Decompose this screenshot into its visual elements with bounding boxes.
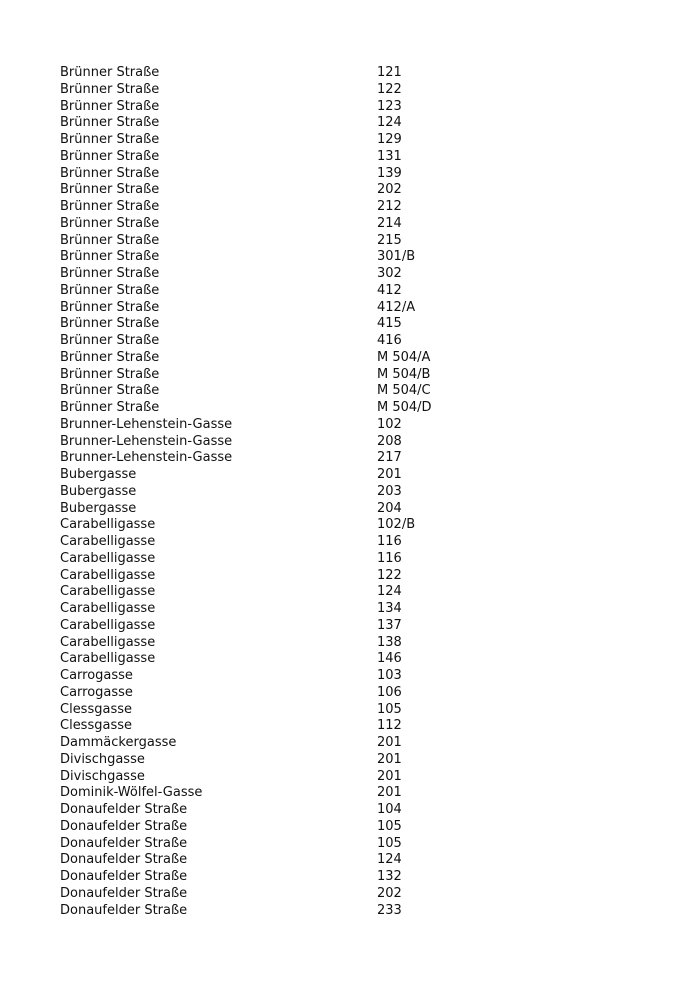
house-number: 122 <box>377 567 402 583</box>
street-name: Brünner Straße <box>60 115 160 131</box>
house-number: 217 <box>377 450 402 466</box>
house-number: 124 <box>377 584 402 600</box>
house-number: M 504/C <box>377 383 431 399</box>
street-name: Donaufelder Straße <box>60 818 188 834</box>
street-name: Brunner-Lehenstein-Gasse <box>60 416 233 432</box>
street-name: Carabelligasse <box>60 567 156 583</box>
street-name: Brunner-Lehenstein-Gasse <box>60 433 233 449</box>
house-number: 412/A <box>377 299 416 315</box>
house-number: 212 <box>377 199 402 214</box>
list-item <box>60 501 660 518</box>
street-name: Brünner Straße <box>60 349 160 365</box>
street-name: Brünner Straße <box>60 98 160 114</box>
street-name: Carabelligasse <box>60 601 156 616</box>
house-number: M 504/A <box>377 349 431 365</box>
street-name: Carabelligasse <box>60 517 156 533</box>
street-name: Donaufelder Straße <box>60 852 188 868</box>
house-number: 301/B <box>377 249 416 265</box>
list-item <box>60 752 660 769</box>
house-number: 103 <box>377 668 402 683</box>
street-name: Carabelligasse <box>60 634 156 650</box>
house-number: 132 <box>377 869 402 884</box>
list-item <box>60 367 660 384</box>
house-number: 138 <box>377 634 402 650</box>
list-item <box>60 333 660 350</box>
street-name: Brünner Straße <box>60 232 160 248</box>
house-number: 203 <box>377 483 402 499</box>
street-name: Brünner Straße <box>60 132 160 147</box>
street-name: Carrogasse <box>60 684 133 700</box>
house-number: 102 <box>377 416 402 432</box>
house-number: 122 <box>377 81 402 97</box>
street-name: Donaufelder Straße <box>60 835 188 851</box>
list-item <box>60 635 660 652</box>
list-item <box>60 718 660 735</box>
street-name: Bubergasse <box>60 500 137 516</box>
house-number: 201 <box>377 735 402 750</box>
house-number: M 504/D <box>377 400 432 415</box>
house-number: 201 <box>377 751 402 767</box>
list-item <box>60 316 660 333</box>
street-name: Donaufelder Straße <box>60 802 188 817</box>
street-name: Brünner Straße <box>60 81 160 97</box>
house-number: 123 <box>377 98 402 114</box>
list-item <box>60 400 660 417</box>
house-number: 102/B <box>377 517 416 533</box>
list-item <box>60 383 660 400</box>
list-item <box>60 551 660 568</box>
house-number: 416 <box>377 333 402 348</box>
list-item <box>60 283 660 300</box>
list-item <box>60 685 660 702</box>
list-item <box>60 802 660 819</box>
house-number: 215 <box>377 232 402 248</box>
house-number: 104 <box>377 802 402 817</box>
list-item <box>60 769 660 786</box>
house-number: 116 <box>377 550 402 566</box>
list-item <box>60 417 660 434</box>
list-item <box>60 149 660 166</box>
list-item <box>60 886 660 903</box>
list-item <box>60 434 660 451</box>
house-number: 116 <box>377 534 402 549</box>
house-number: 233 <box>377 902 402 918</box>
list-item <box>60 99 660 116</box>
list-item <box>60 350 660 367</box>
street-name: Brünner Straße <box>60 299 160 315</box>
list-item <box>60 517 660 534</box>
house-number: 201 <box>377 768 402 784</box>
street-name: Brünner Straße <box>60 165 160 181</box>
list-item <box>60 584 660 601</box>
street-name: Brünner Straße <box>60 316 160 332</box>
street-name: Donaufelder Straße <box>60 902 188 918</box>
street-name: Divischgasse <box>60 768 145 784</box>
house-number: 202 <box>377 885 402 901</box>
street-name: Brunner-Lehenstein-Gasse <box>60 450 233 466</box>
street-name: Bubergasse <box>60 483 137 499</box>
list-item <box>60 568 660 585</box>
house-number: 202 <box>377 182 402 198</box>
house-number: 124 <box>377 115 402 131</box>
list-item <box>60 233 660 250</box>
street-name: Divischgasse <box>60 751 145 767</box>
house-number: 137 <box>377 617 402 633</box>
street-name: Donaufelder Straße <box>60 885 188 901</box>
street-name: Brünner Straße <box>60 400 160 415</box>
house-number: 139 <box>377 165 402 181</box>
house-number: 106 <box>377 684 402 700</box>
street-name: Carabelligasse <box>60 617 156 633</box>
street-name: Brünner Straße <box>60 366 160 382</box>
house-number: 146 <box>377 651 402 667</box>
street-name: Donaufelder Straße <box>60 869 188 884</box>
street-name: Dammäckergasse <box>60 735 177 750</box>
house-number: 121 <box>377 65 402 80</box>
street-name: Brünner Straße <box>60 249 160 265</box>
house-number: 208 <box>377 433 402 449</box>
street-name: Carabelligasse <box>60 584 156 600</box>
street-name: Clessgasse <box>60 718 132 734</box>
house-number: 129 <box>377 132 402 147</box>
street-name: Carabelligasse <box>60 651 156 667</box>
house-number: 412 <box>377 282 402 298</box>
street-name: Brünner Straße <box>60 148 160 164</box>
street-name: Carabelligasse <box>60 534 156 549</box>
list-item <box>60 199 660 216</box>
list-item <box>60 819 660 836</box>
list-item <box>60 115 660 132</box>
list-item <box>60 132 660 149</box>
list-item <box>60 467 660 484</box>
street-name: Brünner Straße <box>60 199 160 214</box>
house-number: 214 <box>377 215 402 231</box>
street-name: Brünner Straße <box>60 333 160 348</box>
house-number: 131 <box>377 148 402 164</box>
street-name: Brünner Straße <box>60 266 160 281</box>
street-name: Brünner Straße <box>60 282 160 298</box>
street-name: Brünner Straße <box>60 182 160 198</box>
house-number: 105 <box>377 835 402 851</box>
list-item <box>60 668 660 685</box>
list-item <box>60 216 660 233</box>
list-item <box>60 651 660 668</box>
list-item <box>60 65 660 82</box>
house-number: 105 <box>377 701 402 717</box>
list-item <box>60 300 660 317</box>
street-name: Dominik-Wölfel-Gasse <box>60 785 203 801</box>
house-number: M 504/B <box>377 366 431 382</box>
street-name: Brünner Straße <box>60 383 160 399</box>
list-item <box>60 166 660 183</box>
street-name: Brünner Straße <box>60 65 160 80</box>
street-name: Bubergasse <box>60 467 137 482</box>
house-number: 124 <box>377 852 402 868</box>
list-item <box>60 534 660 551</box>
list-item <box>60 785 660 802</box>
list-item <box>60 601 660 618</box>
list-item <box>60 484 660 501</box>
list-item <box>60 82 660 99</box>
house-number: 105 <box>377 818 402 834</box>
list-item <box>60 249 660 266</box>
street-name: Carrogasse <box>60 668 133 683</box>
list-item <box>60 266 660 283</box>
house-number: 201 <box>377 467 402 482</box>
list-item <box>60 735 660 752</box>
house-number: 134 <box>377 601 402 616</box>
house-number: 415 <box>377 316 402 332</box>
street-name: Carabelligasse <box>60 550 156 566</box>
list-item <box>60 702 660 719</box>
house-number: 112 <box>377 718 402 734</box>
street-name: Brünner Straße <box>60 215 160 231</box>
list-item <box>60 450 660 467</box>
house-number: 302 <box>377 266 402 281</box>
list-item <box>60 836 660 853</box>
street-name: Clessgasse <box>60 701 132 717</box>
list-item <box>60 903 660 920</box>
list-item <box>60 618 660 635</box>
list-item <box>60 182 660 199</box>
list-item <box>60 852 660 869</box>
house-number: 201 <box>377 785 402 801</box>
house-number: 204 <box>377 500 402 516</box>
address-list <box>60 65 660 919</box>
list-item <box>60 869 660 886</box>
